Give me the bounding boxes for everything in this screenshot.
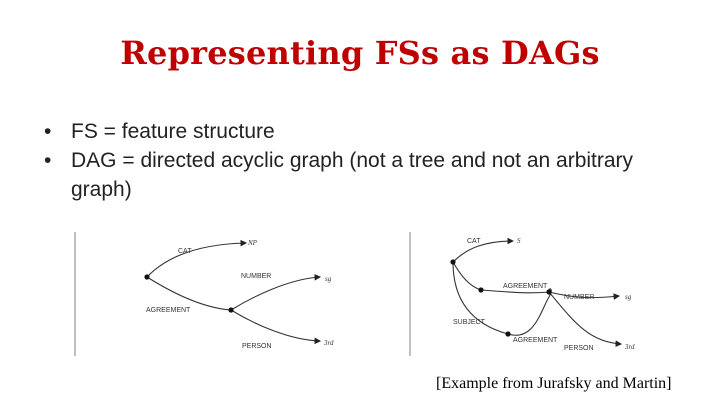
root-node: [450, 259, 455, 264]
root-node: [144, 274, 149, 279]
agreement-top-label: AGREEMENT: [503, 283, 548, 290]
agreement-label: AGREEMENT: [146, 307, 191, 314]
cat-arc: [147, 243, 246, 277]
bullet-text: FS = feature structure: [71, 120, 275, 143]
dag-graph: [409, 232, 701, 356]
person-arc: [231, 310, 320, 341]
person-label: PERSON: [242, 343, 272, 350]
person-label: PERSON: [564, 345, 594, 352]
cat-arc: [453, 241, 513, 262]
person-value: 3rd: [324, 339, 334, 347]
cat-label: CAT: [178, 248, 192, 255]
number-arc: [231, 277, 320, 310]
shared-agreement-node: [546, 289, 551, 294]
tree-graph: [74, 232, 396, 356]
bullet-marker: •: [44, 149, 52, 172]
cat-label: CAT: [467, 238, 481, 245]
number-value: sg: [625, 293, 632, 301]
tree-figure: [74, 232, 396, 356]
bullet-marker: •: [44, 120, 52, 143]
number-value: sg: [325, 275, 332, 283]
bullet-item: [44, 146, 684, 204]
agreement-node: [478, 287, 483, 292]
bullet-item: [44, 117, 684, 146]
subject-label: SUBJECT: [453, 319, 485, 326]
bullet-text: DAG = directed acyclic graph (not a tree and not an arbitrary graph): [71, 149, 634, 201]
number-label: NUMBER: [564, 294, 595, 301]
source-credit: [Example from Jurafsky and Martin]: [436, 375, 672, 392]
agreement-top-to-shared: [481, 290, 549, 293]
cat-value: NP: [248, 239, 257, 247]
cat-value: S: [517, 237, 521, 245]
subject-node: [505, 331, 510, 336]
agreement-bottom-label: AGREEMENT: [513, 337, 558, 344]
slide-title: Representing FSs as DAGs: [120, 34, 600, 72]
dag-figure: [409, 232, 701, 356]
agreement-node: [228, 307, 233, 312]
agreement-top-arc: [453, 262, 481, 290]
agreement-arc: [147, 277, 231, 310]
number-label: NUMBER: [241, 273, 272, 280]
agreement-bottom-arc: [508, 289, 551, 335]
bullet-list: [44, 117, 684, 204]
person-value: 3rd: [625, 343, 635, 351]
